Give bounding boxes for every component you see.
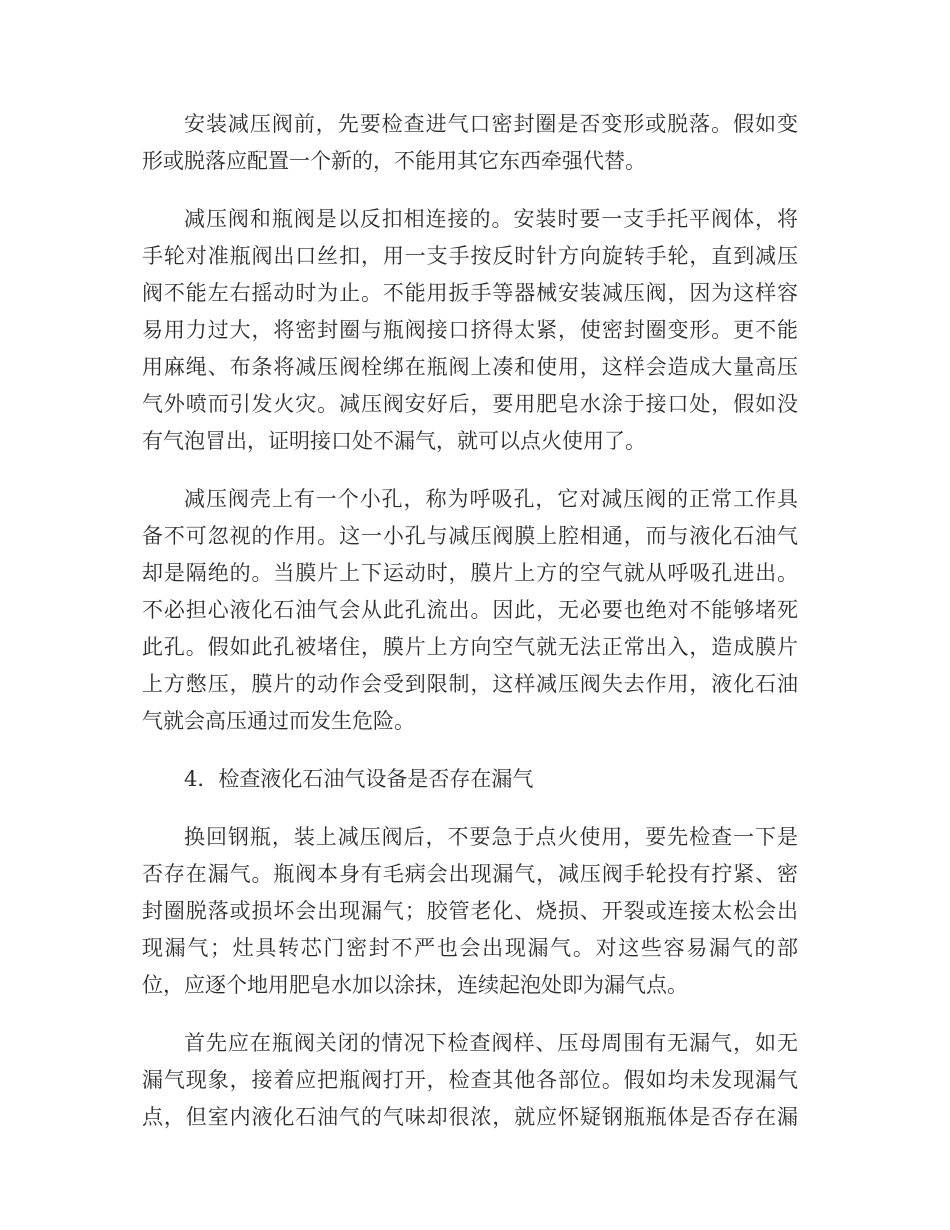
text-line: 易用力过大，将密封圈与瓶阀接口挤得太紧，使密封圈变形。更不能	[142, 318, 798, 342]
text-line: 位，应逐个地用肥皂水加以涂抹，连续起泡处即为漏气点。	[142, 973, 688, 997]
text-line: 不必担心液化石油气会从此孔流出。因此，无必要也绝对不能够堵死	[142, 598, 798, 622]
section-heading	[142, 761, 798, 798]
text-line: 首先应在瓶阀关闭的情况下检查阀样、压母周围有无漏气，如无	[184, 1031, 798, 1055]
paragraph	[142, 819, 798, 1004]
text-line: 备不可忽视的作用。这一小孔与减压阀膜上腔相通，而与液化石油气	[142, 524, 798, 548]
text-line: 换回钢瓶，装上减压阀后，不要急于点火使用，要先检查一下是	[184, 825, 798, 849]
text-line: 阀不能左右摇动时为止。不能用扳手等器械安装减压阀，因为这样容	[142, 281, 798, 305]
text-line: 气就会高压通过而发生危险。	[142, 709, 415, 733]
text-line: 否存在漏气。瓶阀本身有毛病会出现漏气，减压阀手轮投有拧紧、密	[142, 862, 798, 886]
text-line: 却是隔绝的。当膜片上下运动时，膜片上方的空气就从呼吸孔进出。	[142, 561, 798, 585]
paragraph	[142, 106, 798, 180]
text-line: 气外喷而引发火灾。减压阀安好后，要用肥皂水涂于接口处，假如没	[142, 392, 798, 416]
text-line: 上方憋压，膜片的动作会受到限制，这样减压阀失去作用，液化石油	[142, 672, 798, 696]
text-line: 漏气现象，接着应把瓶阀打开，检查其他各部位。假如均未发现漏气	[142, 1068, 798, 1092]
text-line: 形或脱落应配置一个新的，不能用其它东西牵强代替。	[142, 149, 646, 173]
text-line: 有气泡冒出，证明接口处不漏气，就可以点火使用了。	[142, 429, 646, 453]
document-body	[142, 106, 798, 1157]
text-line: 减压阀壳上有一个小孔，称为呼吸孔，它对减压阀的正常工作具	[184, 487, 798, 511]
text-line: 安装减压阀前，先要检查进气口密封圈是否变形或脱落。假如变	[184, 112, 798, 136]
text-line: 4．检查液化石油气设备是否存在漏气	[184, 767, 534, 791]
text-line: 现漏气；灶具转芯门密封不严也会出现漏气。对这些容易漏气的部	[142, 936, 798, 960]
text-line: 用麻绳、布条将减压阀栓绑在瓶阀上凑和使用，这样会造成大量高压	[142, 355, 798, 379]
paragraph	[142, 1025, 798, 1136]
paragraph	[142, 201, 798, 460]
text-line: 此孔。假如此孔被堵住，膜片上方向空气就无法正常出入，造成膜片	[142, 635, 798, 659]
paragraph	[142, 481, 798, 740]
text-line: 封圈脱落或损坏会出现漏气；胶管老化、烧损、开裂或连接太松会出	[142, 899, 798, 923]
text-line: 点，但室内液化石油气的气味却很浓，就应怀疑钢瓶瓶体是否存在漏	[142, 1105, 798, 1129]
text-line: 减压阀和瓶阀是以反扣相连接的。安装时要一支手托平阀体，将	[184, 207, 798, 231]
text-line: 手轮对准瓶阀出口丝扣，用一支手按反时针方向旋转手轮，直到减压	[142, 244, 798, 268]
